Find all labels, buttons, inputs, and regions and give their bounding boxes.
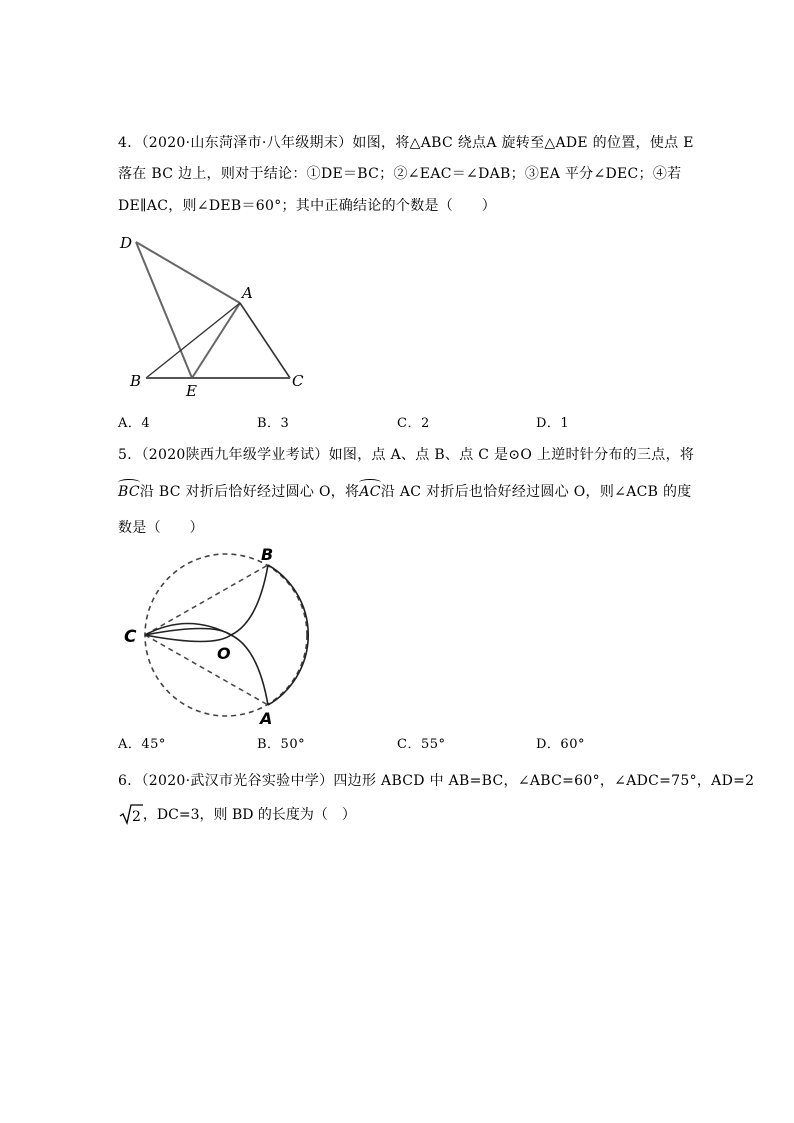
q6-text-line-2: ，DC=3，则 BD 的长度为（ ） [142,807,356,823]
q5-text-line-3: 数是（ ） [118,520,204,536]
segment-DE [136,242,192,378]
label-C: C [124,627,137,647]
q4-text-line-1: 4．（2020·山东菏泽市·八年级期末）如图，将△ABC 绕点A 旋转至△ADE 的位置，使点 E [118,135,694,151]
label-C: C [292,372,304,390]
chord-CB [145,565,268,635]
label-A: A [242,284,253,302]
q5-circle-figure [118,542,318,728]
q5-text-line-2a: 沿 BC 对折后恰好经过圆心 O，将 [139,484,360,500]
segment-DA [136,242,240,303]
arc-BC-symbol: BC [118,483,140,501]
arc-AC-symbol: AC [359,483,380,501]
segment-AB [146,303,240,378]
q5-text-line-2b: 沿 AC 对折后也恰好经过圆心 O，则∠ACB 的度 [380,484,692,500]
q4-triangle-figure [112,228,322,400]
q5-option-d: D．60° [536,737,585,752]
chord-CA [145,635,268,705]
q5-option-b: B．50° [257,737,306,752]
label-B: B [130,372,142,390]
circle-O [145,554,307,716]
q4-option-b: B．3 [257,416,290,431]
q4-text-line-2: 落在 BC 边上，则对于结论：①DE＝BC；②∠EAC＝∠DAB；③EA 平分∠DEC；④若 [118,166,682,182]
label-A: A [260,709,273,728]
label-O: O [217,644,231,663]
arc-BA-solid [268,565,308,705]
q5-text-line-2 [118,483,692,501]
q5-option-c: C．55° [397,737,446,752]
label-D: D [120,234,133,252]
q4-text-line-3: DE∥AC，则∠DEB＝60°；其中正确结论的个数是（ ） [118,198,497,214]
segment-AE [192,303,240,378]
q4-option-c: C．2 [397,416,430,431]
q4-option-a: A．4 [118,416,151,431]
label-B: B [261,545,274,564]
q6-text-line-1: 6．（2020·武汉市光谷实验中学）四边形 ABCD 中 AB=BC，∠ABC=60°，∠ADC=75°，AD=2 [118,773,755,789]
q5-text-line-1: 5．（2020陕西九年级学业考试）如图，点 A、点 B、点 C 是⊙O 上逆时针分布的三点，将 [118,447,695,463]
label-E: E [186,382,197,400]
q6-sqrt-expression [118,803,366,827]
q5-option-a: A．45° [118,737,166,752]
q4-option-d: D．1 [536,416,570,431]
sqrt-argument: 2 [132,809,141,825]
segment-AC [240,303,290,378]
